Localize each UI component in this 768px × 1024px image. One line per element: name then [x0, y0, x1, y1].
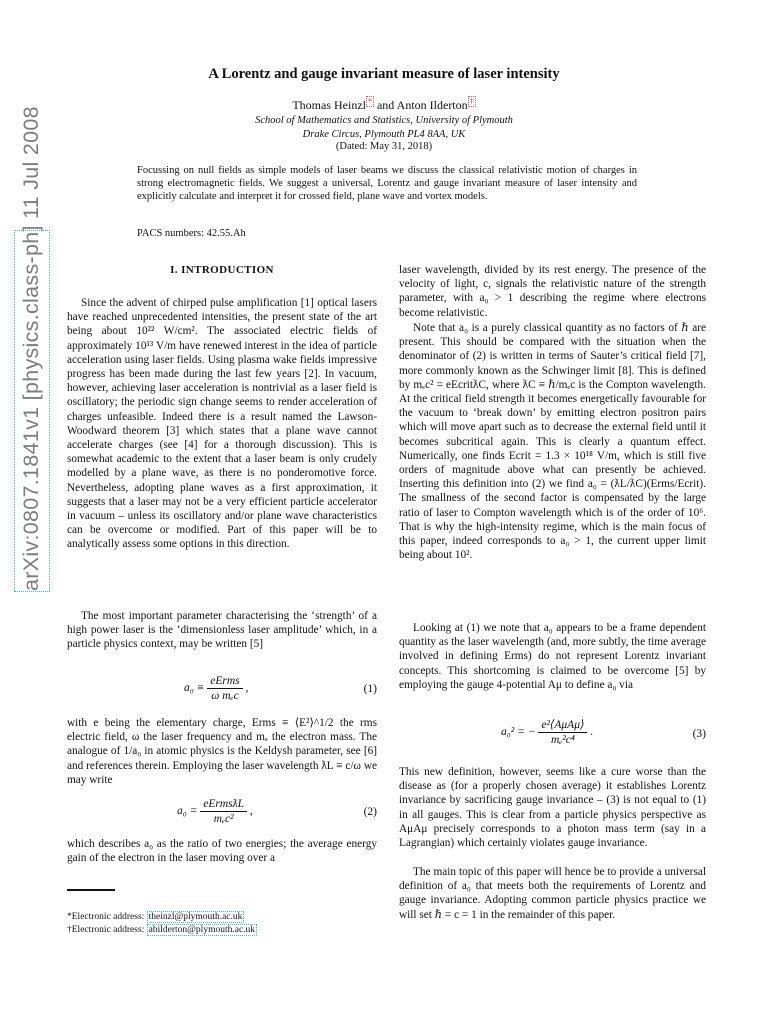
author-separator: and [373, 98, 397, 112]
paragraph: which describes a₀ as the ratio of two energies; the average energy gain of the electron in the laser moving over a [67, 838, 377, 865]
paragraph: Since the advent of chirped pulse amplification [1] optical lasers have reached unprecedented intensities, the present state of the art being about 10²² W/cm². The associated electric fields of approximately 10¹³ V/m have renewed interest in the idea of particle acceleration using laser fields. Using plasma wake fields impressive progress has been made during the last few years [2]. In vacuum, however, achieving laser acceleration is nontrivial as a laser field is oscillatory; the periodic sign change seems to render acceleration of charges unfeasible. Indeed there is a result named the Lawson-Woodward theorem [3] which states that a plane wave cannot accelerate charges (see [4] for a thorough discussion). This is somewhat academic to the extent that a laser beam is only crudely modelled by a plane wave, as there is no ponderomotive force. Nevertheless, adopting plane waves as a first approximation, it suggests that a laser may not be a very efficient particle accelerator in vacuum – unless its oscillatory and/or plane wave characteristics can be overcome or modified. Part of this paper will be to analytically assess some options in this direction. [67, 297, 377, 551]
author-heinzl: Thomas Heinzl [292, 98, 366, 112]
equation-1-numerator: eErms [207, 674, 242, 689]
equation-2-denominator: mₑc² [213, 813, 234, 825]
left-col-paragraph-3 [67, 716, 377, 787]
left-col-paragraph-2 [67, 609, 377, 652]
paragraph: laser wavelength, divided by its rest energy. The presence of the velocity of light, c, signals the relativistic nature of the strength parameter, with a₀ > 1 describing the regime where electrons become relativistic. [399, 264, 706, 319]
footnote-2 [67, 924, 377, 936]
left-col-paragraph-1 [67, 296, 377, 552]
section-heading-introduction: I. INTRODUCTION [170, 264, 274, 276]
date-line: (Dated: May 31, 2018) [335, 141, 433, 152]
equation-3 [399, 718, 706, 752]
equation-3-numerator: e²⟨AμAμ⟩ [538, 718, 587, 733]
equation-1-denominator: ω mₑc [211, 690, 239, 702]
pacs-numbers: PACS numbers: 42.55.Ah [137, 228, 246, 239]
equation-1-tail: , [245, 682, 249, 695]
arxiv-identifier[interactable]: arXiv:0807.1841v1 [physics.class-ph] 11 Jul 2008 [14, 230, 50, 592]
author-line [0, 97, 768, 113]
equation-2-fraction [200, 797, 247, 826]
right-col-paragraph-1 [399, 263, 706, 320]
footnote-1-label: *Electronic address: [67, 912, 147, 922]
affiliation-line-2: Drake Circus, Plymouth PL4 8AA, UK [302, 129, 466, 140]
paragraph: This new definition, however, seems like a cure worse than the disease as (for a properly chosen average) it establishes Lorentz invariance by sacrificing gauge invariance – (3) is not equal to (1) in all gauges. This is clear from a particle physics perspective as AμAμ precisely corresponds to a photon mass term (say in a Lagrangian) which certainly violates gauge invariance. [399, 766, 706, 850]
equation-2-number: (2) [363, 806, 377, 818]
paper-title: A Lorentz and gauge invariant measure of laser intensity [208, 66, 560, 82]
paragraph: with e being the elementary charge, Erms ≡ ⟨E²⟩^1/2 the rms electric field, ω the laser frequency and mₑ the electron mass. The analogue of 1/a₀ in atomic physics is the Keldysh parameter, see [6] and references therein. Employing the laser wavelength ƛL ≡ c/ω we may write [67, 717, 377, 786]
right-col-paragraph-4 [399, 765, 706, 850]
equation-3-lhs: a₀² = − [501, 726, 536, 739]
footnote-link-2[interactable]: † [469, 97, 474, 106]
equation-2-lhs: a₀ = [177, 805, 198, 818]
equation-3-tail: . [590, 726, 594, 739]
paragraph: The main topic of this paper will hence be to provide a universal definition of a₀ that meets both the requirements of Lorentz and gauge invariance. Adopting common particle physics practice we will set ℏ = c = 1 in the remainder of this paper. [399, 866, 706, 921]
footnote-rule [67, 889, 115, 891]
equation-2 [67, 797, 377, 829]
email-link-heinzl[interactable]: theinzl@plymouth.ac.uk [148, 912, 243, 922]
left-col-paragraph-4 [67, 837, 377, 865]
footnote-link-1[interactable]: * [367, 97, 372, 106]
paragraph: Looking at (1) we note that a₀ appears to be a frame dependent quantity as the laser wavelength (and, more subtly, the time average involved in defining Erms) do not represent Lorentz invariant concepts. This shortcoming is claimed to be overcome [5] by employing the gauge 4-potential Aμ to define a₀ via [399, 622, 706, 691]
abstract: Focussing on null fields as simple models of laser beams we discuss the classical relativistic motion of charges in strong electromagnetic fields. We suggest a universal, Lorentz and gauge invariant measure of laser intensity and explicitly calculate and interpret it for crossed field, plane wave and vortex models. [137, 165, 637, 203]
equation-2-body [177, 797, 253, 826]
footnote-2-label: †Electronic address: [67, 925, 147, 935]
equation-1-number: (1) [363, 683, 377, 695]
equation-2-tail: , [249, 805, 253, 818]
equation-3-number: (3) [692, 728, 706, 740]
equation-3-denominator: mₑ²c⁴ [550, 734, 575, 746]
equation-1-lhs: a₀ ≡ [184, 682, 205, 695]
equation-3-body [501, 718, 593, 747]
paragraph: Note that a₀ is a purely classical quantity as no factors of ℏ are present. This should be compared with the situation when the denominator of (2) is written in terms of Sauter’s critical field [7], more commonly known as the Schwinger limit [8]. This is defined by mₑc² = eEcritƛC, where ƛC ≡ ℏ/mₑc is the Compton wavelength. At the critical field strength it becomes energetically favourable for the vacuum to ‘break down’ by emitting electron positron pairs which will move apart such as to decrease the external field until it becomes subcritical again. This is clearly a quantum effect. Numerically, one finds Ecrit = 1.3 × 10¹⁸ V/m, which is still five orders of magnitude above what can presently be achieved. Inserting this definition into (2) we find a₀ = (ƛL/ƛC)(Erms/Ecrit). The smallness of the second factor is compensated by the large ratio of laser to Compton wavelength which is of the order of 10⁶. That is why the high-intensity regime, which is the main focus of this paper, indeed corresponds to a₀ > 1, the current upper limit being about 10². [399, 322, 706, 562]
equation-1 [67, 674, 377, 706]
right-col-paragraph-2 [399, 321, 706, 562]
paragraph: The most important parameter characterising the ‘strength’ of a high power laser is the ‘dimensionless laser amplitude’ which, in a particle physics context, may be written [5] [67, 610, 377, 651]
equation-2-numerator: eErmsƛL [200, 797, 247, 812]
equation-1-fraction [207, 674, 242, 703]
affiliation [0, 114, 768, 142]
right-col-paragraph-3 [399, 621, 706, 692]
right-col-paragraph-5 [399, 865, 706, 922]
footnote-1 [67, 911, 377, 923]
email-link-ilderton[interactable]: abilderton@plymouth.ac.uk [148, 925, 256, 935]
author-ilderton: Anton Ilderton [396, 98, 468, 112]
affiliation-line-1: School of Mathematics and Statistics, University of Plymouth [255, 115, 513, 126]
equation-1-body [184, 674, 248, 703]
equation-3-fraction [538, 718, 587, 747]
